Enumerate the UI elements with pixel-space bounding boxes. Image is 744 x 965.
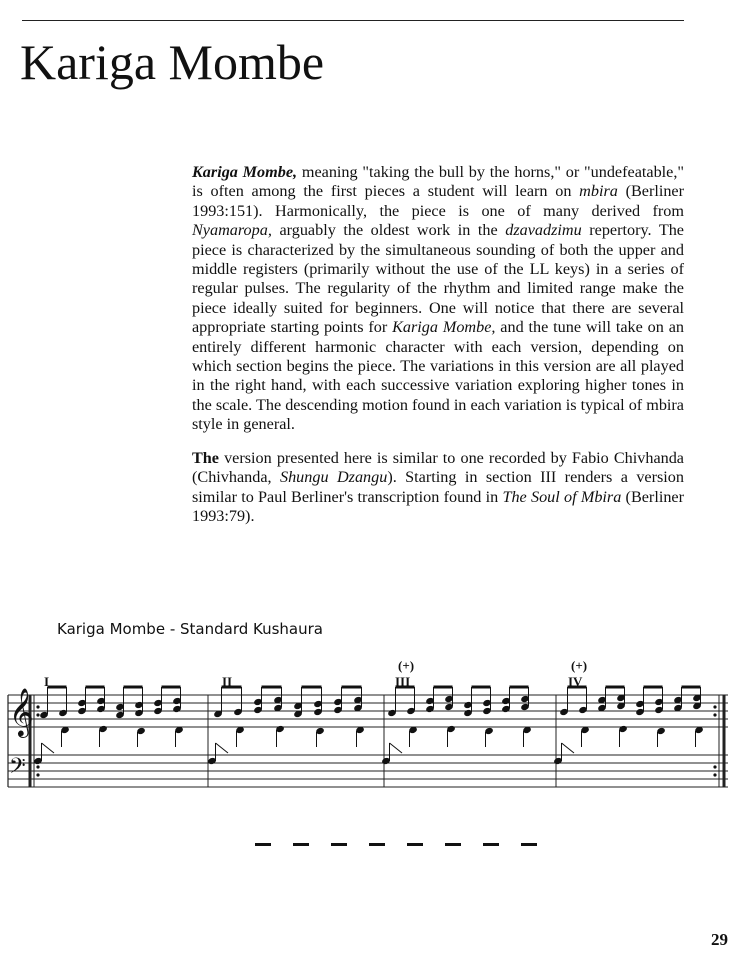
text-run: dzavadzimu [505,221,582,240]
section-plus: (+) [398,658,415,673]
music-score [0,650,744,800]
text-run: version presented here is similar to one recorded by Fabio Chivhanda (Chivhanda, [192,448,684,487]
repeat-dot [713,773,716,776]
dash [407,843,423,846]
repeat-dot [36,773,39,776]
text-run: The [192,448,219,467]
measure [33,687,184,765]
paragraph-1 [192,163,684,435]
note-flag [562,743,575,753]
text-run: ). Starting in section III renders a version similar to Paul Berliner's transcription found in [192,468,684,506]
section-label: IV [568,674,583,689]
text-run: Shungu Dzangu [279,468,388,487]
notes [33,687,704,765]
note-flag [42,743,55,753]
score-caption: Kariga Mombe - Standard Kushaura [57,620,323,638]
dash [483,843,499,846]
section-label: II [222,674,233,689]
measure [553,687,704,765]
treble-clef-icon: 𝄞 [9,687,34,736]
repeat-dot [713,713,716,716]
text-run: and the tune will take on an entirely different harmonic character with each version, depending on which section begins the piece. The variations in this version are all played in the right hand, with each successive variation exploring higher tones in the scale. The descending motion found in each variation is typical of mbira style in general. [192,318,684,434]
text-run: (Berliner 1993:79). [192,487,684,525]
section-label: III [395,674,411,689]
repeat-dot [36,705,39,708]
page-title: Kariga Mombe [20,34,325,90]
body-text [192,163,684,540]
repeat-dot [713,765,716,768]
text-run: (Berliner 1993:151). Harmonically, the piece is one of many derived from [192,182,685,220]
text-run: arguably the oldest work in the [271,221,506,240]
text-run: mbira [579,182,618,201]
repeat-dot [36,765,39,768]
dash [521,843,537,846]
text-run: Kariga Mombe, [192,163,298,181]
top-rule [22,20,684,21]
dash [255,843,271,846]
measure [381,687,532,765]
note-flag [390,743,403,753]
dash [293,843,309,846]
dash [331,843,347,846]
section-labels [44,658,587,689]
page-number: 29 [711,930,728,949]
repeat-dot [36,713,39,716]
text-run: The Soul of Mbira [502,487,622,506]
dash [369,843,385,846]
measure [207,687,365,765]
paragraph-2 [192,449,684,527]
text-run: meaning "taking the bull by the horns," or "undefeatable," is often among the first pieces a student will learn on [192,163,684,201]
section-plus: (+) [571,658,588,673]
section-label: I [44,674,50,689]
note-flag [216,743,229,753]
continuation-dashes [255,843,545,849]
text-run: repertory. The piece is characterized by the simultaneous sounding of both the upper and middle registers (primarily without the use of the LL keys) in a series of regular pulses. The regularity of the rhythm and limited range make the piece ideally suited for beginners. One will notice that there are several appropriate starting points for [192,221,684,337]
text-run: Nyamaropa, [192,221,272,240]
text-run: Kariga Mombe, [392,318,496,337]
dash [445,843,461,846]
repeat-dot [713,705,716,708]
bass-clef-icon: 𝄢 [9,754,26,784]
barlines [8,695,724,787]
